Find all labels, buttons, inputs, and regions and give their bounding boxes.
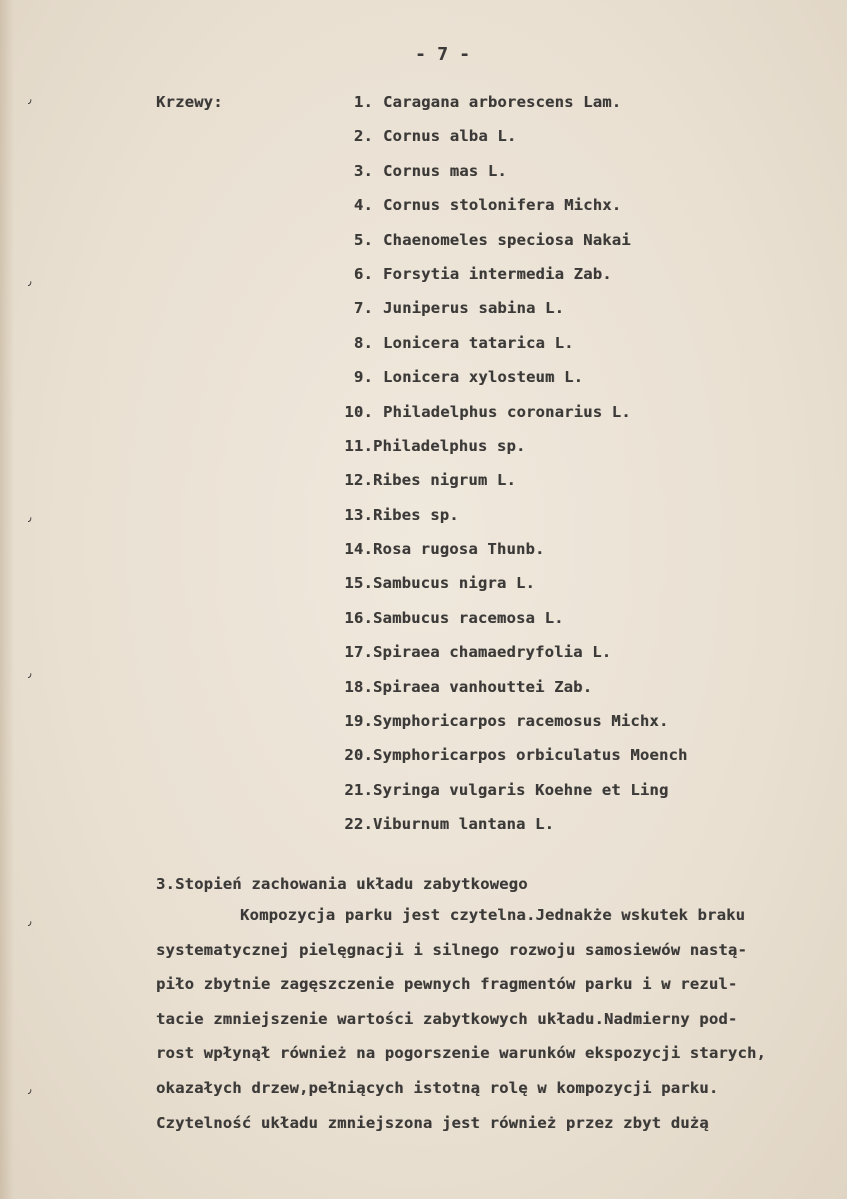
punch-hole-mark: ٫ — [28, 93, 32, 106]
section-heading: 3.Stopień zachowania układu zabytkowego — [156, 875, 528, 893]
item-name: Sambucus nigra L. — [373, 574, 536, 593]
item-name: Juniperus sabina L. — [383, 299, 565, 318]
item-number: 18. — [344, 677, 373, 696]
list-item — [331, 506, 688, 540]
item-number: 21. — [344, 780, 373, 799]
paragraph-line: okazałych drzew,pełniących istotną rolę w kompozycji parku. — [156, 1078, 719, 1097]
list-item — [331, 368, 688, 402]
paragraph-line: Kompozycja parku jest czytelna.Jednakże wskutek braku — [240, 906, 746, 924]
item-number: 5. — [353, 230, 373, 249]
item-number: 12. — [344, 471, 373, 490]
punch-hole-mark: ٫ — [28, 275, 32, 288]
item-name: Philadelphus sp. — [373, 436, 526, 455]
item-name: Ribes nigrum L. — [373, 471, 516, 490]
paragraph-line: Czytelność układu zmniejszona jest również przez zbyt dużą — [156, 1113, 709, 1132]
list-item — [331, 815, 688, 849]
list-item — [331, 93, 688, 127]
item-name: Lonicera xylosteum L. — [383, 368, 584, 387]
species-list — [331, 93, 688, 850]
list-item — [331, 609, 688, 643]
list-item — [331, 574, 688, 608]
punch-hole-mark: ٫ — [28, 667, 32, 680]
item-name: Cornus alba L. — [383, 127, 517, 146]
paragraph-line: rost wpłynął również na pogorszenie warunków ekspozycji starych, — [156, 1044, 767, 1063]
list-item — [331, 127, 688, 161]
section-label: Krzewy: — [156, 93, 223, 111]
list-item — [331, 162, 688, 196]
item-name: Ribes sp. — [373, 505, 459, 524]
item-name: Rosa rugosa Thunb. — [373, 540, 545, 559]
item-number: 14. — [344, 540, 373, 559]
item-number: 8. — [353, 333, 373, 352]
list-item — [331, 265, 688, 299]
list-item — [331, 334, 688, 368]
paragraph-line: piło zbytnie zagęszczenie pewnych fragmentów parku i w rezul- — [156, 975, 738, 994]
list-item — [331, 643, 688, 677]
item-name: Chaenomeles speciosa Nakai — [383, 230, 631, 249]
list-item — [331, 540, 688, 574]
punch-hole-mark: ٫ — [28, 1083, 32, 1096]
item-number: 11. — [344, 436, 373, 455]
list-item — [331, 403, 688, 437]
item-number: 3. — [353, 161, 373, 180]
item-number: 4. — [353, 196, 373, 215]
item-name: Forsytia intermedia Zab. — [383, 264, 612, 283]
item-number: 9. — [353, 368, 373, 387]
item-name: Cornus mas L. — [383, 161, 507, 180]
list-item — [331, 299, 688, 333]
item-number: 16. — [344, 608, 373, 627]
item-number: 6. — [353, 264, 373, 283]
item-number: 10. — [344, 402, 373, 421]
item-number: 20. — [344, 746, 373, 765]
punch-hole-mark: ٫ — [28, 915, 32, 928]
list-item — [331, 231, 688, 265]
paragraph-line: tacie zmniejszenie wartości zabytkowych układu.Nadmierny pod- — [156, 1009, 738, 1028]
item-number: 19. — [344, 712, 373, 731]
item-name: Spiraea chamaedryfolia L. — [373, 643, 612, 662]
item-name: Viburnum lantana L. — [373, 815, 555, 834]
item-name: Caragana arborescens Lam. — [383, 93, 622, 111]
item-number: 7. — [353, 299, 373, 318]
item-number: 22. — [344, 815, 373, 834]
punch-hole-mark: ٫ — [28, 511, 32, 524]
paragraph-line: systematycznej pielęgnacji i silnego rozwoju samosiewów nastą- — [156, 940, 747, 959]
item-name: Syringa vulgaris Koehne et Ling — [373, 780, 669, 799]
item-number: 17. — [344, 643, 373, 662]
list-item — [331, 437, 688, 471]
item-number: 15. — [344, 574, 373, 593]
list-item — [331, 712, 688, 746]
page-number: - 7 - — [415, 44, 471, 65]
list-item — [331, 471, 688, 505]
item-name: Cornus stolonifera Michx. — [383, 196, 622, 215]
item-name: Symphoricarpos racemosus Michx. — [373, 712, 669, 731]
body-paragraph — [156, 906, 836, 1148]
item-name: Spiraea vanhouttei Zab. — [373, 677, 593, 696]
list-item — [331, 196, 688, 230]
item-name: Philadelphus coronarius L. — [383, 402, 631, 421]
page-edge-shadow — [0, 0, 14, 1199]
item-number: 2. — [353, 127, 373, 146]
item-name: Symphoricarpos orbiculatus Moench — [373, 746, 688, 765]
list-item — [331, 678, 688, 712]
list-item — [331, 781, 688, 815]
item-name: Lonicera tatarica L. — [383, 333, 574, 352]
item-number: 1. — [353, 93, 373, 111]
item-number: 13. — [344, 505, 373, 524]
list-item — [331, 746, 688, 780]
item-name: Sambucus racemosa L. — [373, 608, 564, 627]
